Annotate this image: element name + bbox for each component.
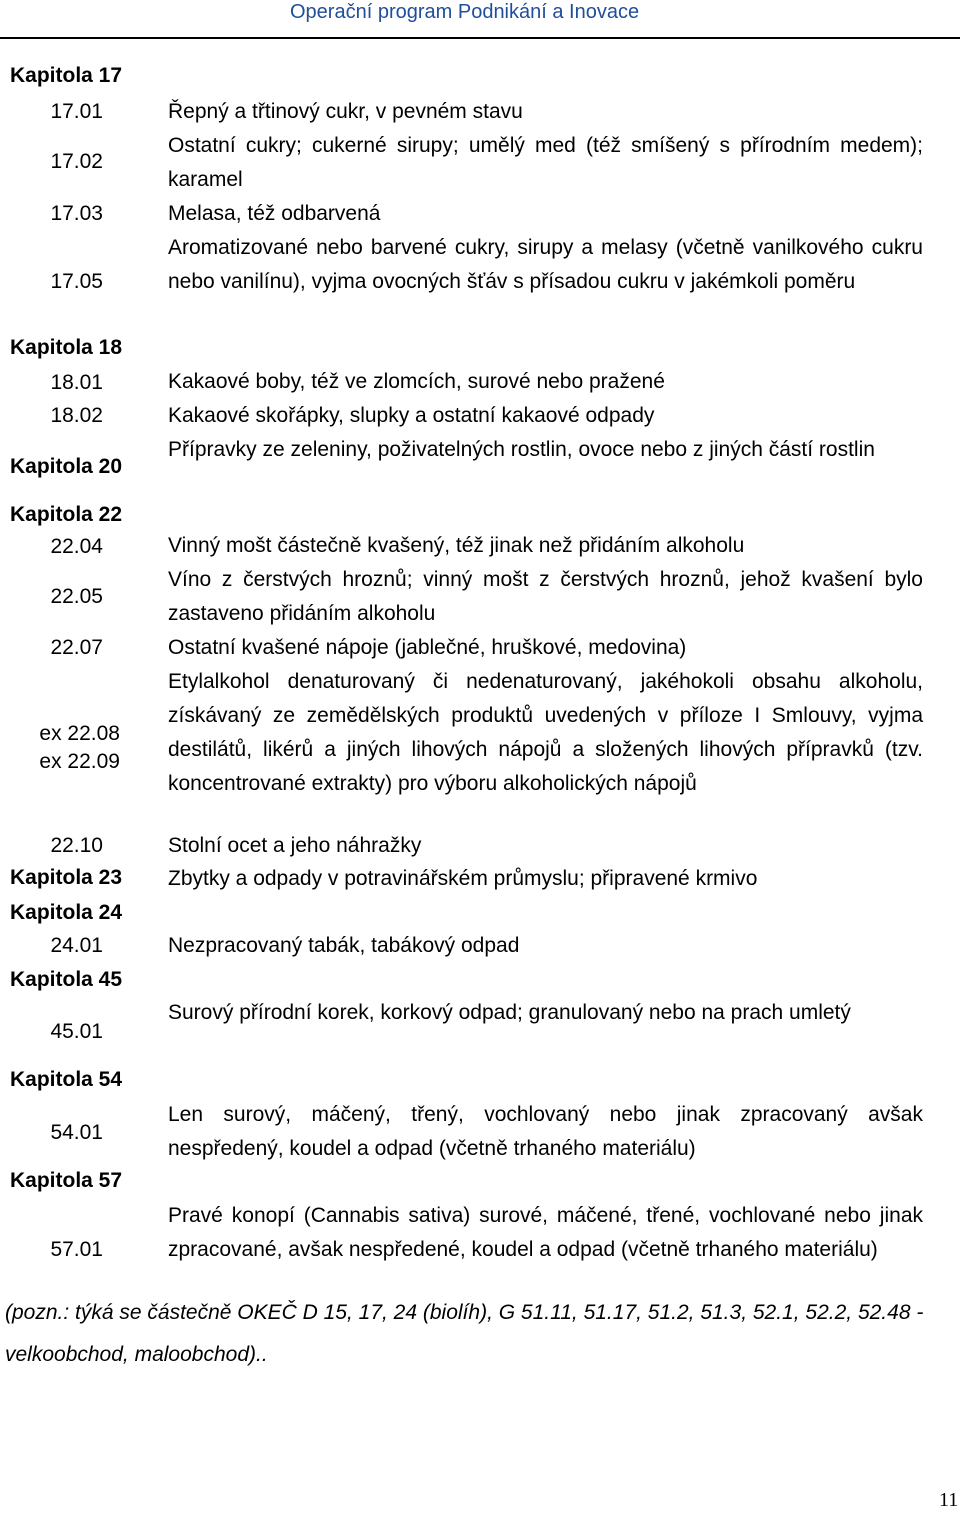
item-code: 57.01 — [50, 1238, 103, 1261]
item-description: Přípravky ze zeleniny, poživatelných rostlin, ovoce nebo z jiných částí rostlin — [168, 438, 875, 461]
item-description: Kakaové boby, též ve zlomcích, surové nebo pražené — [168, 370, 665, 393]
item-description: Víno z čerstvých hroznů; vinný mošt z čerstvých hroznů, jehož kvašení bylo zastaveno přidáním alkoholu — [168, 568, 923, 625]
header-divider — [0, 37, 960, 39]
item-description: Len surový, máčený, třený, vochlovaný nebo jinak zpracovaný avšak nespředený, koudel a odpad (včetně trhaného materiálu) — [168, 1103, 923, 1160]
item-description: Zbytky a odpady v potravinářském průmyslu; připravené krmivo — [168, 867, 758, 890]
item-code: 17.05 — [50, 270, 103, 293]
item-code: 54.01 — [50, 1121, 103, 1144]
page-number: 11 — [939, 1489, 959, 1511]
item-description: Etylalkohol denaturovaný či nedenaturovaný, jakéhokoli obsahu alkoholu, získávaný ze zemědělských produktů uvedených v příloze I Smlouvy, vyjma destilátů, likérů a jiných lihových nápojů a složených lihových přípravků (tzv. koncentrované extrakty) pro výboru alkoholických nápojů — [168, 670, 923, 795]
item-code: 22.07 — [50, 636, 103, 659]
chapter-heading: Kapitola 17 — [10, 64, 123, 87]
item-code: 17.03 — [50, 202, 103, 225]
item-description: Vinný mošt částečně kvašený, též jinak než přidáním alkoholu — [168, 534, 745, 557]
item-code: ex 22.08 — [39, 722, 120, 745]
item-description: Nezpracovaný tabák, tabákový odpad — [168, 934, 520, 957]
item-code: 18.01 — [50, 371, 103, 394]
item-description: Řepný a třtinový cukr, v pevném stavu — [168, 100, 523, 123]
item-description: Kakaové skořápky, slupky a ostatní kakaové odpady — [168, 404, 655, 427]
document-header: Operační program Podnikání a Inovace — [290, 1, 640, 23]
item-description: Ostatní kvašené nápoje (jablečné, hruškové, medovina) — [168, 636, 687, 659]
chapter-heading: Kapitola 20 — [10, 455, 123, 478]
item-code: 24.01 — [50, 934, 103, 957]
item-description: Ostatní cukry; cukerné sirupy; umělý med (též smíšený s přírodním medem); karamel — [168, 134, 923, 191]
chapter-heading: Kapitola 24 — [10, 901, 123, 924]
chapter-heading: Kapitola 18 — [10, 336, 123, 359]
chapter-heading: Kapitola 22 — [10, 503, 123, 526]
item-code: 17.01 — [50, 100, 103, 123]
item-description: Surový přírodní korek, korkový odpad; granulovaný nebo na prach umletý — [168, 1001, 851, 1024]
chapter-heading: Kapitola 23 — [10, 866, 123, 889]
chapter-heading: Kapitola 57 — [10, 1169, 123, 1192]
item-code: 22.04 — [50, 535, 103, 558]
item-code: 22.10 — [50, 834, 103, 857]
chapter-heading: Kapitola 45 — [10, 968, 123, 991]
item-code: 18.02 — [50, 404, 103, 427]
item-code: 22.05 — [50, 585, 103, 608]
item-description: Stolní ocet a jeho náhražky — [168, 834, 422, 857]
item-description: Pravé konopí (Cannabis sativa) surové, máčené, třené, vochlované nebo jinak zpracované, avšak nespředené, koudel a odpad (včetně trhaného materiálu) — [168, 1204, 923, 1261]
footnote: (pozn.: týká se částečně OKEČ D 15, 17, 24 (biolíh), G 51.11, 51.17, 51.2, 51.3, 52.1, 52.2, 52.48 -velkoobchod, maloobchod).. — [5, 1301, 924, 1366]
item-description: Melasa, též odbarvená — [168, 202, 381, 225]
chapter-heading: Kapitola 54 — [10, 1068, 123, 1091]
item-code: ex 22.09 — [39, 750, 120, 773]
item-code: 17.02 — [50, 150, 103, 173]
item-description: Aromatizované nebo barvené cukry, sirupy a melasy (včetně vanilkového cukru nebo vanilínu), vyjma ovocných šťáv s přísadou cukru v jakémkoli poměru — [168, 236, 923, 293]
item-code: 45.01 — [50, 1020, 103, 1043]
